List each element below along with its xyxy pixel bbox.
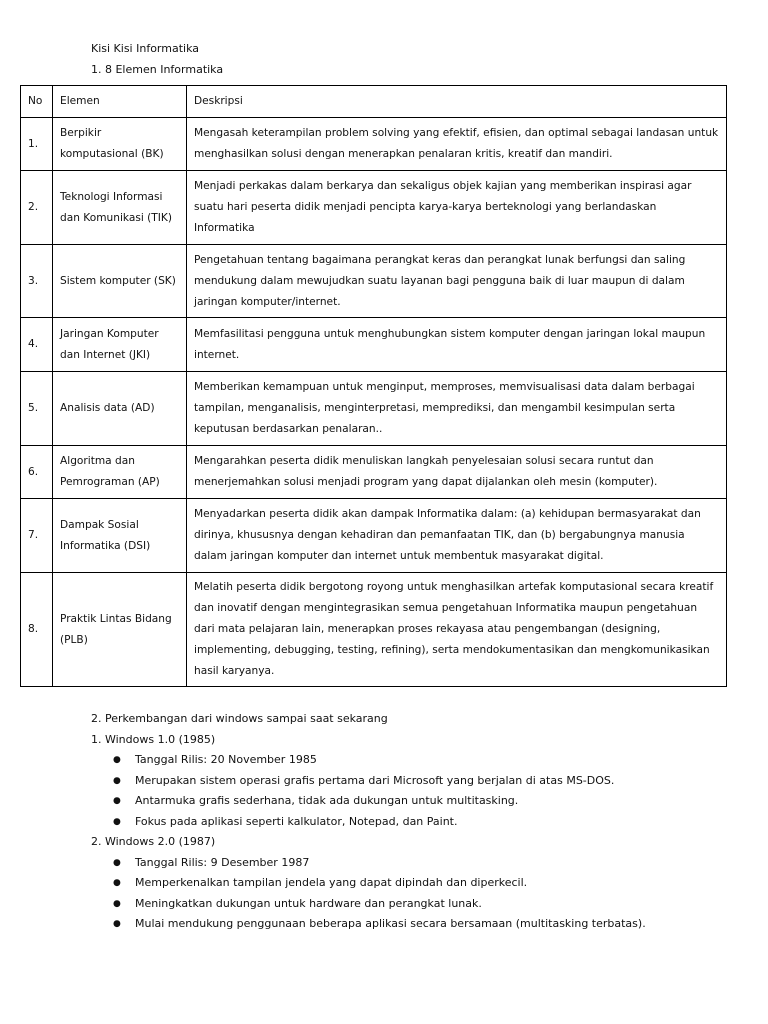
section2-title: 2. Perkembangan dari windows sampai saat sekarang [91,712,388,725]
row-deskripsi: Pengetahuan tentang bagaimana perangkat keras dan perangkat lunak berfungsi dan saling mendukung dalam mewujudkan suatu layanan bagi pengguna baik di luar maupun di dalam jaringan komputer/internet. [187,245,727,318]
bullet-icon: ● [113,857,121,868]
row-elemen: Jaringan Komputer dan Internet (JKI) [53,318,187,372]
row-elemen: Teknologi Informasi dan Komunikasi (TIK) [53,171,187,245]
table-row [21,372,727,446]
table-row [21,171,727,245]
row-no: 3. [21,245,53,318]
row-no: 6. [21,446,53,499]
row-elemen: Sistem komputer (SK) [53,245,187,318]
header-elemen: Elemen [53,86,187,118]
table-header-row [21,86,727,118]
row-deskripsi: Memfasilitasi pengguna untuk menghubungkan sistem komputer dengan jaringan lokal maupun internet. [187,318,727,372]
row-no: 4. [21,318,53,372]
bullet-icon: ● [113,796,121,806]
row-deskripsi: Memberikan kemampuan untuk menginput, memproses, memvisualisasi data dalam berbagai tampilan, menganalisis, menginterpretasi, memprediksi, dan mengambil kesimpulan serta keputusan berdasarkan penalaran.. [187,372,727,446]
row-deskripsi: Mengarahkan peserta didik menuliskan langkah penyelesaian solusi secara runtut dan menerjemahkan solusi menjadi program yang dapat dijalankan oleh mesin (komputer). [187,446,727,499]
document-title: Kisi Kisi Informatika [91,42,199,55]
row-no: 7. [21,499,53,573]
list-item: ● Mulai mendukung penggunaan beberapa aplikasi secara bersamaan (multitasking terbatas). [91,914,646,935]
bullet-icon: ● [113,775,121,786]
row-no: 2. [21,171,53,245]
row-deskripsi: Melatih peserta didik bergotong royong untuk menghasilkan artefak komputasional secara kreatif dan inovatif dengan mengintegrasikan semua pengetahuan Informatika maupun pengetahuan dari mata pelajaran lain, menerapkan proses rekayasa atau pengembangan (designing, implementing, debugging, testing, refining), serta mendokumentasikan dan mengkomunikasikan hasil karyanya. [187,573,727,687]
row-no: 5. [21,372,53,446]
windows-version-title: 1. Windows 1.0 (1985) [91,732,216,746]
bullet-icon: ● [113,755,121,765]
list-item: ● Tanggal Rilis: 9 Desember 1987 [91,853,646,874]
table-row [21,573,727,687]
row-elemen: Praktik Lintas Bidang (PLB) [53,573,187,687]
header-no: No [21,86,53,118]
elements-table [20,85,727,687]
row-deskripsi: Menyadarkan peserta didik akan dampak Informatika dalam: (a) kehidupan bermasyarakat dan dirinya, khususnya dengan kehadiran dan pemanfaatan TIK, dan (b) bergabungnya manusia dalam jaringan komputer dan internet untuk membentuk masyarakat digital. [187,499,727,573]
table-row [21,118,727,171]
windows-version-title: 2. Windows 2.0 (1987) [91,835,216,848]
row-elemen: Berpikir komputasional (BK) [53,118,187,171]
row-no: 1. [21,118,53,171]
row-elemen: Algoritma dan Pemrograman (AP) [53,446,187,499]
list-item: ● Merupakan sistem operasi grafis pertama dari Microsoft yang berjalan di atas MS-DOS. [91,771,646,792]
row-elemen: Dampak Sosial Informatika (DSI) [53,499,187,573]
table-row [21,499,727,573]
section1-title: 1. 8 Elemen Informatika [91,63,224,76]
table-row [21,245,727,318]
list-item: ● Fokus pada aplikasi seperti kalkulator, Notepad, dan Paint. [91,812,646,833]
list-item: ● Antarmuka grafis sederhana, tidak ada dukungan untuk multitasking. [91,791,646,812]
table-row [21,446,727,499]
bullet-icon: ● [113,898,121,909]
list-item: ● Memperkenalkan tampilan jendela yang dapat dipindah dan diperkecil. [91,873,646,894]
row-deskripsi: Menjadi perkakas dalam berkarya dan sekaligus objek kajian yang memberikan inspirasi agar suatu hari peserta didik menjadi pencipta karya-karya berteknologi yang berlandaskan Informatika [187,171,727,245]
list-item: ● Meningkatkan dukungan untuk hardware dan perangkat lunak. [91,894,646,915]
bullet-icon: ● [113,878,121,888]
row-no: 8. [21,573,53,687]
row-deskripsi: Mengasah keterampilan problem solving yang efektif, efisien, dan optimal sebagai landasan untuk menghasilkan solusi dengan menerapkan penalaran kritis, kreatif dan mandiri. [187,118,727,171]
windows-section [91,709,646,935]
bullet-icon: ● [113,816,121,827]
list-item: ● Tanggal Rilis: 20 November 1985 [91,750,646,771]
header-deskripsi: Deskripsi [187,86,727,118]
table-row [21,318,727,372]
row-elemen: Analisis data (AD) [53,372,187,446]
bullet-icon: ● [113,919,121,929]
